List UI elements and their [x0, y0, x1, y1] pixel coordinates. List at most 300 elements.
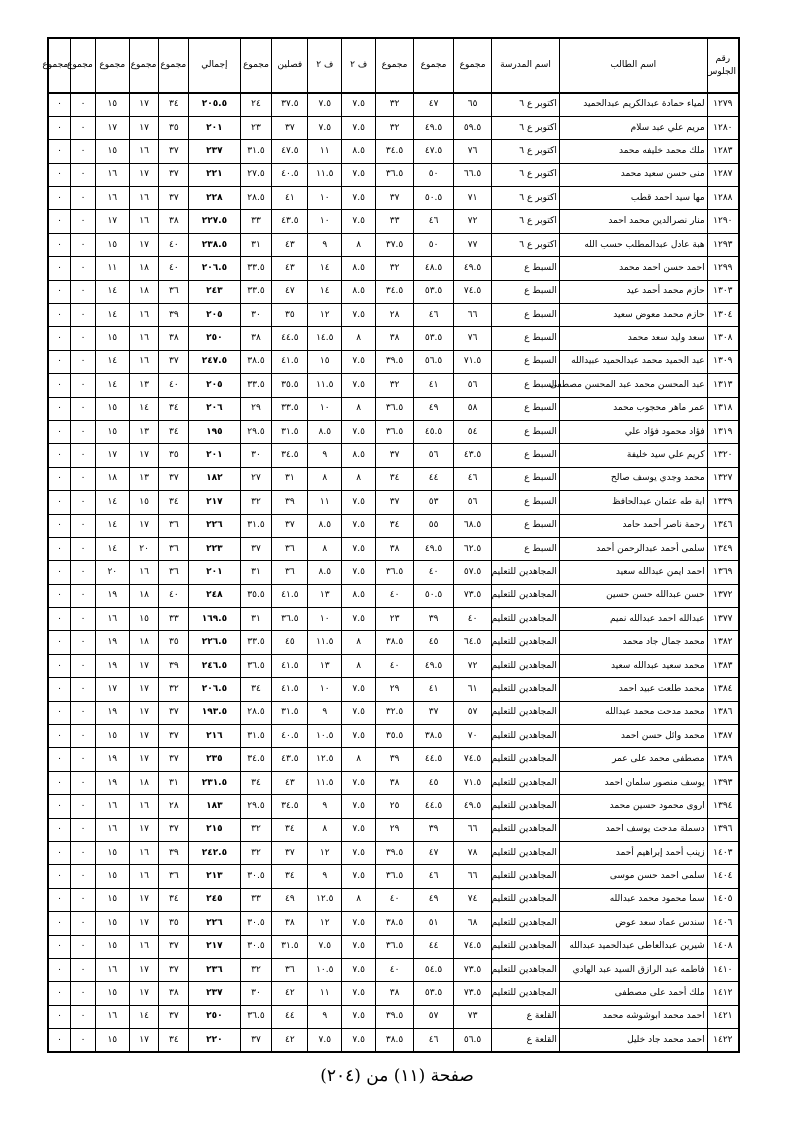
seat-number-cell: ١٣٧٢	[707, 584, 739, 607]
score-cell: ٣١	[240, 561, 272, 584]
column-header: مجموع	[159, 38, 189, 93]
score-cell: ٣٢	[240, 491, 272, 514]
score-cell: ١٥	[95, 1029, 129, 1052]
score-cell: ١٥	[95, 420, 129, 443]
school-cell: المجاهدين للتعليم	[492, 818, 560, 841]
score-cell: ٣٦.٥	[240, 654, 272, 677]
term2-cell: ٨	[308, 467, 342, 490]
total-cell: ٢٠٥	[189, 374, 240, 397]
two-terms-cell: ٤٧.٥	[272, 140, 308, 163]
seat-number-cell: ١٣٨٤	[707, 678, 739, 701]
two-terms-cell: ٣٤	[272, 818, 308, 841]
score-cell: ٧٤	[454, 888, 492, 911]
score-cell: ٣٩.٥	[376, 842, 414, 865]
school-cell: المجاهدين للتعليم	[492, 584, 560, 607]
score-cell: ٣٨.٥	[376, 631, 414, 654]
term2-cell: ١١	[308, 140, 342, 163]
score-cell: ٠	[48, 93, 71, 116]
term2-cell: ٧.٥	[342, 514, 376, 537]
total-cell: ٢٢٠	[189, 1029, 240, 1052]
two-terms-cell: ٤٢	[272, 982, 308, 1005]
score-cell: ٧١.٥	[454, 771, 492, 794]
school-cell: السبط ع	[492, 257, 560, 280]
score-cell: ٤٤	[414, 935, 454, 958]
score-cell: ١٦	[95, 187, 129, 210]
term2-cell: ١١.٥	[308, 374, 342, 397]
term2-cell: ٧.٥	[342, 678, 376, 701]
score-cell: ٠	[48, 678, 71, 701]
school-cell: اكتوبر ع ٦	[492, 116, 560, 139]
score-cell: ١٦	[95, 795, 129, 818]
score-cell: ٣٨	[376, 327, 414, 350]
table-row	[48, 958, 739, 981]
score-cell: ١٧	[129, 818, 159, 841]
student-name-cell: زينب أحمد إبراهيم أحمد	[559, 842, 707, 865]
score-cell: ١٨	[129, 257, 159, 280]
two-terms-cell: ٤١.٥	[272, 654, 308, 677]
score-cell: ٤٠	[414, 561, 454, 584]
two-terms-cell: ٣٩	[272, 491, 308, 514]
term2-cell: ٧.٥	[342, 842, 376, 865]
score-cell: ٤٤.٥	[414, 795, 454, 818]
score-cell: ٤٠	[376, 654, 414, 677]
student-name-cell: منار نصرالدين محمد احمد	[559, 210, 707, 233]
score-cell: ٣٥	[159, 116, 189, 139]
two-terms-cell: ٤٤.٥	[272, 327, 308, 350]
score-cell: ١٥	[95, 865, 129, 888]
total-cell: ٢٢٦	[189, 514, 240, 537]
score-cell: ٣٨.٥	[240, 350, 272, 373]
score-cell: ١٧	[129, 444, 159, 467]
student-name-cell: عبد المحسن محمد عبد المحسن مصطفى	[559, 374, 707, 397]
score-cell: ١٤	[95, 374, 129, 397]
total-cell: ٢٢١	[189, 163, 240, 186]
term2-cell: ٨.٥	[342, 280, 376, 303]
score-cell: ١٥	[95, 982, 129, 1005]
score-cell: ١٩	[95, 654, 129, 677]
total-cell: ٢٢٣	[189, 537, 240, 560]
two-terms-cell: ٤١.٥	[272, 350, 308, 373]
score-cell: ٠	[71, 842, 96, 865]
score-cell: ٠	[48, 187, 71, 210]
total-cell: ٢٣٨.٥	[189, 233, 240, 256]
school-cell: السبط ع	[492, 397, 560, 420]
score-cell: ٣٩	[414, 608, 454, 631]
two-terms-cell: ٣٥	[272, 304, 308, 327]
score-cell: ٣٧	[376, 444, 414, 467]
total-cell: ١٩٥	[189, 420, 240, 443]
score-cell: ٤٠	[159, 257, 189, 280]
school-cell: اكتوبر ع ٦	[492, 163, 560, 186]
score-cell: ٧٣	[454, 1005, 492, 1028]
term2-cell: ١١.٥	[308, 631, 342, 654]
school-cell: المجاهدين للتعليم	[492, 982, 560, 1005]
score-cell: ٣٦.٥	[376, 561, 414, 584]
score-cell: ٠	[71, 748, 96, 771]
total-cell: ١٦٩.٥	[189, 608, 240, 631]
score-cell: ١٨	[95, 467, 129, 490]
score-cell: ١٦	[129, 795, 159, 818]
column-header: رقم الجلوس	[707, 38, 739, 93]
table-row	[48, 116, 739, 139]
column-header: مجموع	[414, 38, 454, 93]
score-cell: ١٧	[129, 514, 159, 537]
score-cell: ٢٣	[240, 116, 272, 139]
score-cell: ١٥	[95, 327, 129, 350]
term2-cell: ١٢.٥	[308, 888, 342, 911]
score-cell: ٠	[48, 631, 71, 654]
student-name-cell: يوسف منصور سلمان احمد	[559, 771, 707, 794]
score-cell: ٣٧	[159, 350, 189, 373]
student-name-cell: محمد وجدي يوسف صالح	[559, 467, 707, 490]
school-cell: المجاهدين للتعليم	[492, 912, 560, 935]
score-cell: ٤٩.٥	[454, 257, 492, 280]
student-name-cell: سعد وليد سعد محمد	[559, 327, 707, 350]
score-cell: ١٧	[129, 678, 159, 701]
school-cell: المجاهدين للتعليم	[492, 701, 560, 724]
score-cell: ٤٧	[414, 842, 454, 865]
score-cell: ٠	[71, 187, 96, 210]
total-cell: ٢٣٦	[189, 958, 240, 981]
two-terms-cell: ٣٧.٥	[272, 93, 308, 116]
score-cell: ٣٢	[376, 257, 414, 280]
score-cell: ٣٤.٥	[376, 280, 414, 303]
two-terms-cell: ٤٩	[272, 888, 308, 911]
total-cell: ٢٢٧.٥	[189, 210, 240, 233]
school-cell: اكتوبر ع ٦	[492, 140, 560, 163]
two-terms-cell: ٣٦	[272, 561, 308, 584]
total-cell: ٢١٦	[189, 725, 240, 748]
term2-cell: ٧.٥	[342, 374, 376, 397]
term2-cell: ١١.٥	[308, 163, 342, 186]
score-cell: ٣٧	[159, 1005, 189, 1028]
table-row	[48, 350, 739, 373]
score-cell: ١٥	[95, 842, 129, 865]
score-cell: ٥٣.٥	[414, 327, 454, 350]
score-cell: ٠	[48, 467, 71, 490]
table-row	[48, 1005, 739, 1028]
school-cell: المجاهدين للتعليم	[492, 678, 560, 701]
score-cell: ٥٦.٥	[454, 1029, 492, 1052]
score-cell: ٥٠	[414, 233, 454, 256]
score-cell: ٣٨.٥	[376, 912, 414, 935]
score-cell: ٠	[48, 1005, 71, 1028]
score-cell: ٣٦.٥	[376, 397, 414, 420]
score-cell: ١٤	[95, 350, 129, 373]
score-cell: ٣٧	[159, 748, 189, 771]
two-terms-cell: ٣٦.٥	[272, 608, 308, 631]
school-cell: المجاهدين للتعليم	[492, 654, 560, 677]
seat-number-cell: ١٣٩٣	[707, 771, 739, 794]
score-cell: ٦٦	[454, 818, 492, 841]
total-cell: ٢٠٥	[189, 304, 240, 327]
column-header: ف ٢	[308, 38, 342, 93]
two-terms-cell: ٣١.٥	[272, 935, 308, 958]
score-cell: ١٨	[129, 280, 159, 303]
total-cell: ٢٣١.٥	[189, 771, 240, 794]
score-cell: ١٦	[129, 304, 159, 327]
student-name-cell: هبة عادل عبدالمطلب حسب الله	[559, 233, 707, 256]
term2-cell: ٨.٥	[342, 140, 376, 163]
table-row	[48, 748, 739, 771]
score-cell: ١٥	[95, 397, 129, 420]
two-terms-cell: ٤١	[272, 187, 308, 210]
score-cell: ٠	[71, 467, 96, 490]
score-cell: ١٩	[95, 701, 129, 724]
seat-number-cell: ١٣٨٩	[707, 748, 739, 771]
score-cell: ٠	[71, 210, 96, 233]
score-cell: ١٤	[95, 280, 129, 303]
score-cell: ٠	[71, 491, 96, 514]
term2-cell: ١٠.٥	[308, 958, 342, 981]
term2-cell: ٧.٥	[342, 1029, 376, 1052]
score-cell: ٣٨.٥	[376, 1029, 414, 1052]
term2-cell: ٨.٥	[342, 584, 376, 607]
school-cell: المجاهدين للتعليم	[492, 771, 560, 794]
score-cell: ٧٦	[454, 140, 492, 163]
seat-number-cell: ١٣٢٧	[707, 467, 739, 490]
table-row	[48, 631, 739, 654]
two-terms-cell: ٤٠.٥	[272, 725, 308, 748]
score-cell: ٢٨	[376, 304, 414, 327]
score-cell: ٠	[48, 1029, 71, 1052]
score-cell: ١٣	[129, 374, 159, 397]
score-cell: ٣٨	[376, 537, 414, 560]
term2-cell: ١٤	[308, 257, 342, 280]
score-cell: ٠	[48, 888, 71, 911]
term2-cell: ١٣	[308, 584, 342, 607]
score-cell: ١٧	[129, 912, 159, 935]
seat-number-cell: ١٣٠٤	[707, 304, 739, 327]
table-row	[48, 163, 739, 186]
score-cell: ٣٢	[240, 842, 272, 865]
score-cell: ٣٥.٥	[376, 725, 414, 748]
score-cell: ١٤	[129, 1005, 159, 1028]
score-cell: ٣١.٥	[240, 140, 272, 163]
student-name-cell: عمر ماهر محجوب محمد	[559, 397, 707, 420]
score-cell: ٣٤	[159, 420, 189, 443]
total-cell: ٢٠١	[189, 116, 240, 139]
score-cell: ٤٠	[376, 958, 414, 981]
student-name-cell: احمد ايمن عبدالله سعيد	[559, 561, 707, 584]
score-cell: ١٥	[95, 233, 129, 256]
score-cell: ١٣	[129, 420, 159, 443]
score-cell: ١٥	[95, 140, 129, 163]
school-cell: القلعة ع	[492, 1029, 560, 1052]
seat-number-cell: ١٣٨٦	[707, 701, 739, 724]
score-cell: ٣٦	[159, 865, 189, 888]
term2-cell: ١٠	[308, 210, 342, 233]
term2-cell: ٧.٥	[342, 116, 376, 139]
table-row	[48, 491, 739, 514]
score-cell: ٤١	[414, 374, 454, 397]
score-cell: ٣٤	[240, 678, 272, 701]
score-cell: ٧٤.٥	[454, 280, 492, 303]
score-cell: ٣٧	[240, 537, 272, 560]
score-cell: ٥٧	[454, 701, 492, 724]
total-cell: ٢٤٢.٥	[189, 842, 240, 865]
score-cell: ٣٩	[376, 748, 414, 771]
seat-number-cell: ١٢٩٩	[707, 257, 739, 280]
score-cell: ٤٥	[414, 771, 454, 794]
score-cell: ١٦	[95, 608, 129, 631]
table-row	[48, 327, 739, 350]
seat-number-cell: ١٣٠٣	[707, 280, 739, 303]
table-row	[48, 771, 739, 794]
score-cell: ٥٦	[454, 374, 492, 397]
school-cell: السبط ع	[492, 280, 560, 303]
term2-cell: ٧.٥	[342, 1005, 376, 1028]
page-footer: صفحة (١١) من (٢٠٤)	[320, 1066, 474, 1086]
score-cell: ١٤	[95, 491, 129, 514]
score-cell: ١٤	[95, 514, 129, 537]
score-cell: ٥٥	[414, 514, 454, 537]
score-cell: ٤٠	[159, 233, 189, 256]
score-cell: ٠	[48, 584, 71, 607]
score-cell: ٣٩	[159, 304, 189, 327]
score-cell: ٤١	[414, 678, 454, 701]
score-cell: ٤٩.٥	[454, 795, 492, 818]
score-cell: ٠	[48, 514, 71, 537]
seat-number-cell: ١٢٧٩	[707, 93, 739, 116]
term2-cell: ٨.٥	[342, 444, 376, 467]
seat-number-cell: ١٤٠٥	[707, 888, 739, 911]
total-cell: ٢٠٦.٥	[189, 257, 240, 280]
table-row	[48, 514, 739, 537]
term2-cell: ٩	[308, 865, 342, 888]
score-cell: ٦٦	[454, 865, 492, 888]
score-cell: ٣٧	[376, 187, 414, 210]
seat-number-cell: ١٢٨٠	[707, 116, 739, 139]
student-name-cell: فاطمه عبد الرازق السيد عبد الهادي	[559, 958, 707, 981]
score-cell: ٣٢	[376, 374, 414, 397]
score-cell: ١٧	[129, 888, 159, 911]
score-cell: ١١	[95, 257, 129, 280]
table-row	[48, 374, 739, 397]
total-cell: ٢٤٦.٥	[189, 654, 240, 677]
school-cell: المجاهدين للتعليم	[492, 748, 560, 771]
table-header	[42, 38, 739, 93]
score-cell: ٢٩	[376, 678, 414, 701]
score-cell: ٠	[48, 233, 71, 256]
score-cell: ٦٨.٥	[454, 514, 492, 537]
score-cell: ٠	[71, 257, 96, 280]
term2-cell: ٧.٥	[342, 701, 376, 724]
school-cell: المجاهدين للتعليم	[492, 888, 560, 911]
score-cell: ١٥	[129, 608, 159, 631]
student-name-cell: منى حسن سعيد محمد	[559, 163, 707, 186]
score-cell: ٣٧	[159, 935, 189, 958]
table-row	[48, 561, 739, 584]
table-row	[48, 233, 739, 256]
score-cell: ٣٧	[159, 140, 189, 163]
score-cell: ٠	[71, 865, 96, 888]
score-cell: ٣٩.٥	[376, 1005, 414, 1028]
score-cell: ٣٧	[159, 958, 189, 981]
school-cell: السبط ع	[492, 420, 560, 443]
table-row	[48, 795, 739, 818]
score-cell: ٢٠	[129, 537, 159, 560]
score-cell: ٠	[71, 982, 96, 1005]
score-cell: ٧١	[454, 187, 492, 210]
score-cell: ٤٠	[454, 608, 492, 631]
score-cell: ٤٩.٥	[414, 116, 454, 139]
school-cell: المجاهدين للتعليم	[492, 795, 560, 818]
score-cell: ٥٣.٥	[414, 280, 454, 303]
two-terms-cell: ٤١.٥	[272, 678, 308, 701]
score-cell: ٤٠	[376, 584, 414, 607]
term2-cell: ١٢.٥	[308, 748, 342, 771]
term2-cell: ٧.٥	[342, 93, 376, 116]
score-cell: ٠	[71, 888, 96, 911]
total-cell: ٢٣٥	[189, 748, 240, 771]
two-terms-cell: ٣٤	[272, 865, 308, 888]
term2-cell: ١٣	[308, 654, 342, 677]
column-header: مجموع	[48, 38, 71, 93]
student-name-cell: محمد طلعت عبيد احمد	[559, 678, 707, 701]
score-cell: ٤٩	[414, 397, 454, 420]
score-cell: ٣٦.٥	[376, 935, 414, 958]
score-cell: ٠	[48, 350, 71, 373]
score-cell: ٠	[71, 631, 96, 654]
student-name-cell: حازم محمد معوض سعيد	[559, 304, 707, 327]
score-cell: ٣٤	[240, 771, 272, 794]
score-cell: ٣٦.٥	[376, 865, 414, 888]
score-cell: ٢٨	[159, 795, 189, 818]
term2-cell: ٧.٥	[342, 491, 376, 514]
score-cell: ٣٨	[240, 327, 272, 350]
score-cell: ٧٤.٥	[454, 748, 492, 771]
two-terms-cell: ٣٥.٥	[272, 374, 308, 397]
school-cell: اكتوبر ع ٦	[492, 93, 560, 116]
score-cell: ٠	[48, 958, 71, 981]
term2-cell: ٨	[308, 537, 342, 560]
score-cell: ٥٦	[454, 491, 492, 514]
score-cell: ٣٦	[159, 514, 189, 537]
score-cell: ٣٠	[240, 982, 272, 1005]
score-cell: ٠	[71, 654, 96, 677]
score-cell: ٤٠	[376, 888, 414, 911]
two-terms-cell: ٣٧	[272, 514, 308, 537]
score-cell: ٠	[48, 374, 71, 397]
total-cell: ٢٣٧	[189, 140, 240, 163]
score-cell: ٣٨	[376, 771, 414, 794]
score-cell: ٠	[71, 771, 96, 794]
score-cell: ٢٥	[376, 795, 414, 818]
score-cell: ٠	[71, 1029, 96, 1052]
term2-cell: ٧.٥	[308, 935, 342, 958]
score-cell: ١٧	[129, 748, 159, 771]
score-cell: ٠	[71, 280, 96, 303]
score-cell: ٣٤	[376, 467, 414, 490]
two-terms-cell: ٣٤.٥	[272, 444, 308, 467]
score-cell: ١٦	[95, 818, 129, 841]
score-cell: ١٦	[129, 350, 159, 373]
term2-cell: ٨.٥	[308, 420, 342, 443]
score-cell: ٠	[71, 350, 96, 373]
score-cell: ٣٣	[376, 210, 414, 233]
score-cell: ٣٤	[159, 888, 189, 911]
score-cell: ٠	[71, 304, 96, 327]
two-terms-cell: ٣١.٥	[272, 420, 308, 443]
score-cell: ٣٠	[240, 444, 272, 467]
score-cell: ٣٣	[240, 888, 272, 911]
score-cell: ٢٤	[240, 93, 272, 116]
seat-number-cell: ١٤١٢	[707, 982, 739, 1005]
column-header: مجموع	[376, 38, 414, 93]
score-cell: ٧٢	[454, 210, 492, 233]
term2-cell: ٨	[342, 888, 376, 911]
